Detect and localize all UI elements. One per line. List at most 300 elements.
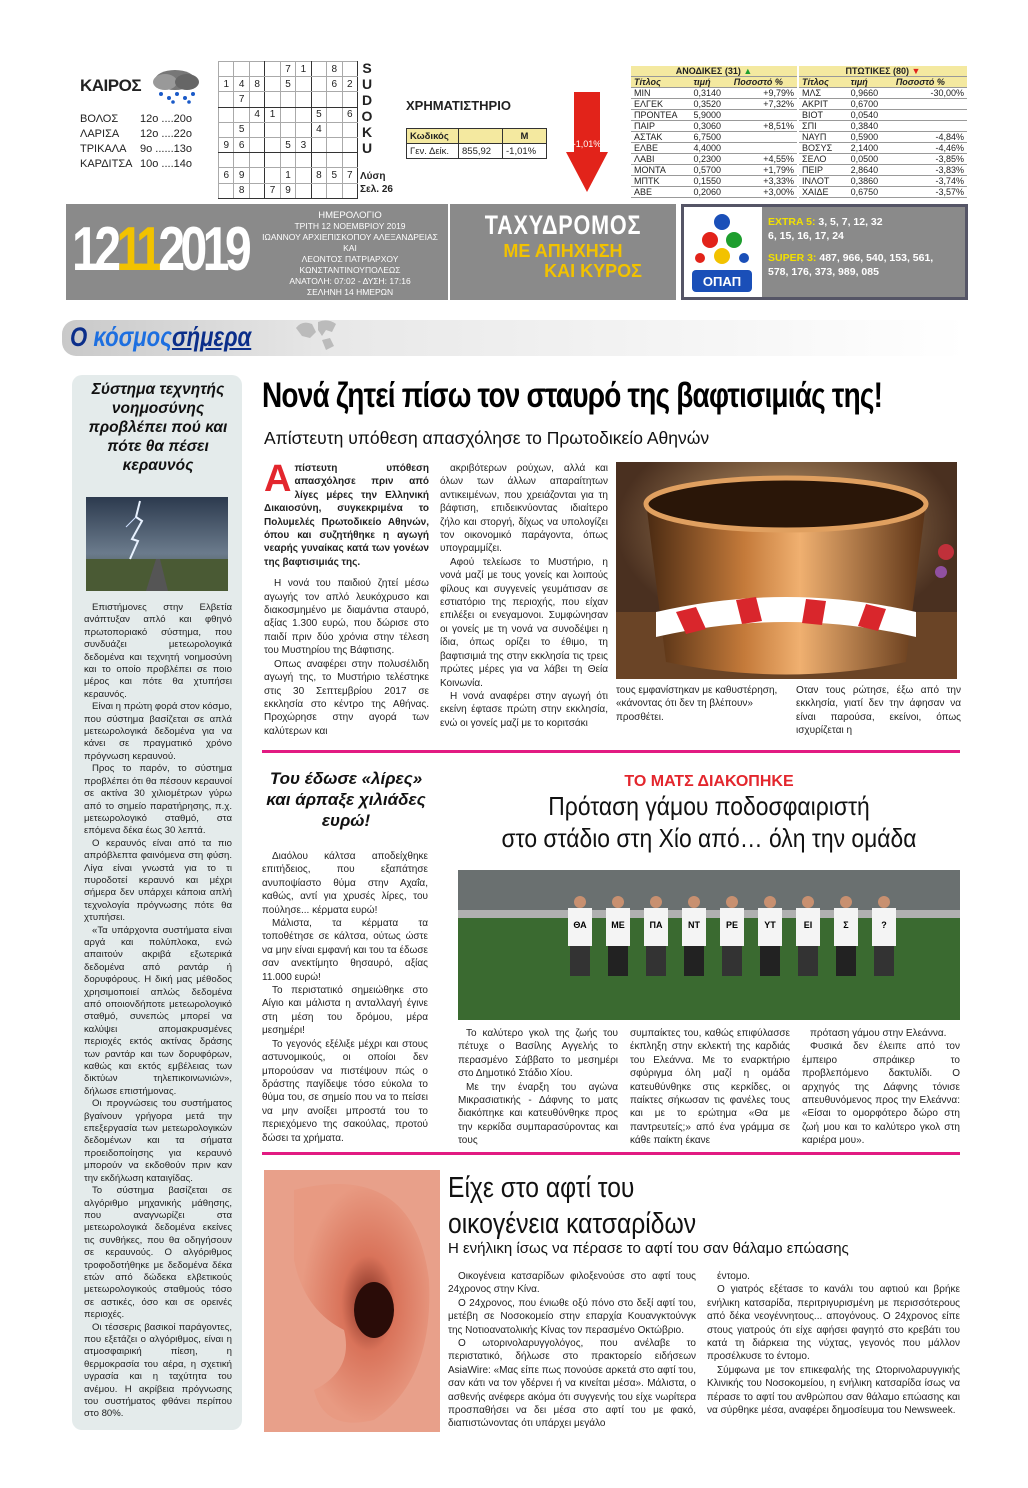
sudoku-cell bbox=[249, 153, 264, 168]
shirt-letters: Σ bbox=[843, 920, 849, 930]
shirt-letters: ΡΕ bbox=[725, 920, 739, 930]
rising-cell: ΑΣΤΑΚ bbox=[631, 132, 691, 143]
sudoku-cell bbox=[327, 107, 342, 122]
opap-numbers bbox=[762, 207, 965, 297]
falling-cell: 0,3860 bbox=[848, 176, 893, 187]
stock-index-change: -1,01% bbox=[503, 144, 547, 159]
sudoku-cell: 8 bbox=[234, 183, 249, 198]
sudoku-cell: 7 bbox=[280, 62, 295, 77]
sidebar-paragraph: «Τα υπάρχοντα συστήματα είναι αργά και πολύπλοκα, ενώ απαιτούν ακριβά εξωτερικά δεδομένα από ραντάρ ή δορυφόρους. Η δική μας μέθοδος χρησιμοποιεί απλώς δεδομένα από οποιονδήποτε μετεωρολογικό σταθμό, συνεπώς μπορεί να καλύψει απομακρυσμένες περιοχές εκτός ακτίνας δράσης των ραντάρ και των δορυφόρων, καθώς και εκτός εμβέλειας των δικτύων τηλεπικοινωνιών», δήλωσε επιστήμονας. bbox=[84, 924, 232, 1097]
sudoku-cell bbox=[234, 153, 249, 168]
rising-cell bbox=[731, 143, 797, 154]
sudoku-cell bbox=[219, 153, 234, 168]
section-title-kosmos: κόσμος bbox=[93, 322, 172, 352]
tax-slogan-line1: ΜΕ ΑΠΗΧΗΣΗ bbox=[503, 241, 623, 261]
article4-paragraph: Ο ωτορινολαρυγγολόγος, που ανέλαβε το περιστατικό, δήλωσε στο πρακτορείο ειδήσεων AsiaWire: «Μας είπε πως πονούσε αρκετά στο αφτί του, σαν κάτι να τον γδέρνει ή να κινείται μέσα». Μάλιστα, ο ασθενής ανέφερε ακόμα ότι συγγενής του είχε νωρίτερα προσπαθήσει να δει μέσα στο αφτί του με φακό, διαπιστώνοντας ότι υπάρχει μεγάλο bbox=[448, 1338, 696, 1430]
weather-row bbox=[80, 157, 220, 172]
world-map-icon bbox=[292, 314, 344, 354]
sudoku-cell bbox=[265, 122, 280, 137]
sudoku-solution-page: Σελ. 26 bbox=[360, 184, 393, 195]
shirt-letters: ΝΤ bbox=[688, 920, 700, 930]
sudoku-cell bbox=[280, 92, 295, 107]
calendar-line: ΑΝΑΤΟΛΗ: 07:02 - ΔΥΣΗ: 17:16 bbox=[289, 276, 411, 286]
main-column-4 bbox=[796, 684, 961, 738]
article3-paragraph: Με την έναρξη του αγώνα Μικρασιατικής - Δάφνης το ματς διακόπηκε και κατευθύνθηκε προς την κερκίδα συμπαρασύροντας και τους bbox=[458, 1081, 618, 1147]
sudoku-cell bbox=[249, 183, 264, 198]
rising-stock-row bbox=[631, 187, 797, 198]
shirt-letters: ? bbox=[881, 920, 887, 930]
player bbox=[872, 896, 896, 976]
article2-paragraph: Το γεγονός εξέλιξε μέχρι και στους αστυνομικούς, οι οποίοι δεν μπορούσαν να πιστέψουν πώς ο δράστης παγίδεψε τόσο εύκολα το θύμα του, σε σημείο που να το πείσει να μην ανοίξει μπροστά του το περιεχόμενο της σακούλας, προτού δώσει τα χρήματα. bbox=[262, 1038, 428, 1144]
sudoku-cell bbox=[296, 153, 311, 168]
falling-stock-row bbox=[799, 99, 967, 110]
sudoku-cell bbox=[296, 77, 311, 92]
rising-cell bbox=[731, 132, 797, 143]
sudoku-cell: 7 bbox=[342, 168, 358, 183]
shirt-letters: ΥΤ bbox=[764, 920, 776, 930]
stock-index-value: 855,92 bbox=[459, 144, 503, 159]
stock-header-m: Μ bbox=[503, 129, 547, 144]
falling-cell: ΣΠΙ bbox=[799, 121, 848, 132]
main-column-3 bbox=[616, 684, 784, 724]
sudoku-cell: 6 bbox=[342, 107, 358, 122]
stock-header-code: Κωδικός bbox=[407, 129, 459, 144]
rising-cell: 5,9000 bbox=[691, 110, 731, 121]
article4-paragraph: Ο 24χρονος, που ένιωθε οξύ πόνο στο δεξί αφτί του, μετέβη σε Νοσοκομείο στην επαρχία Κουανγκτούνγκ της Νοτιοανατολικής Κίνας τον περασμένο Οκτώβριο. bbox=[448, 1297, 696, 1336]
sidebar-paragraph: Το σύστημα βασίζεται σε αλγόριθμο μηχανικής μάθησης, που αναγνωρίζει στα μετεωρολογικά δεδομένα εκείνες τις συνθήκες, που θα οδηγήσουν σε κεραυνούς. Ο αλγόριθμος τροφοδοτήθηκε με δεδομένα δέκα ετών από δώδεκα ελβετικούς μετεωρολογικούς σταθμούς τόσο σε αστικές, όσο και σε ορεινές περιοχές. bbox=[84, 1185, 232, 1321]
extra5-numbers-2: 6, 15, 16, 17, 24 bbox=[768, 230, 844, 242]
sudoku-cell: 8 bbox=[249, 77, 264, 92]
main-lead: πίστευτη υπόθεση απασχόλησε πριν από λίγες μέρες την Ελληνική Δικαιοσύνη, συγκεκριμένα το Πολυμελές Πρωτοδικείο Αθηνών, όπου και συζητήθηκε η αγωγή νεαρής γυναίκας κατά των γονέων της βαφτισιμιάς της. bbox=[264, 463, 429, 568]
falling-cell: 0,6700 bbox=[848, 99, 893, 110]
calendar-line: ΣΕΛΗΝΗ 14 ΗΜΕΡΩΝ bbox=[306, 287, 394, 297]
rising-cell: ΜΙΝ bbox=[631, 88, 691, 99]
stock-header-blank bbox=[459, 129, 503, 144]
sudoku-cell: 2 bbox=[342, 77, 358, 92]
sudoku-cell: 7 bbox=[234, 92, 249, 107]
sudoku-cell: 7 bbox=[265, 183, 280, 198]
player bbox=[720, 896, 744, 976]
article3-title bbox=[488, 790, 930, 854]
sudoku-letter: S bbox=[362, 60, 372, 76]
sudoku-letter: O bbox=[361, 108, 373, 124]
sudoku-cell bbox=[311, 137, 326, 152]
article2-title: Του έδωσε «λίρες» και άρπαξε χιλιάδες ευρώ! bbox=[266, 769, 426, 830]
weather-temp: 9ο ......13ο bbox=[140, 143, 192, 155]
weather-temp: 12ο ....22ο bbox=[140, 128, 192, 140]
sudoku-cell: 5 bbox=[311, 107, 326, 122]
article3-paragraph: πρόταση γάμου στην Ελεάννα. bbox=[810, 1028, 947, 1039]
sudoku-cell bbox=[249, 92, 264, 107]
extra5-numbers: 3, 5, 7, 12, 32 bbox=[818, 216, 883, 228]
falling-cell: ΜΛΣ bbox=[799, 88, 848, 99]
player bbox=[834, 896, 858, 976]
stock-arrow-value: -1,01% bbox=[572, 139, 602, 149]
article4-column-2 bbox=[707, 1270, 960, 1417]
rising-cell: +1,79% bbox=[731, 165, 797, 176]
falling-cell: -4,84% bbox=[893, 132, 967, 143]
sidebar-paragraph: Ο κεραυνός είναι από τα πιο απρόβλεπτα φαινόμενα στη φύση. Λίγα είναι γνωστά για το τι πυροδοτεί κεραυνό και μέχρι σήμερα δεν υπάρχει κάποια απλή τεχνολογία πρόγνωσης πότε θα χτυπήσει. bbox=[84, 837, 232, 924]
main-paragraph: Η νονά αναφέρει στην αγωγή ότι εκείνη έφτασε πρώτη στην εκκλησία, ενώ οι γονείς μαζί με το κοριτσάκι bbox=[440, 690, 608, 729]
falling-cell: 2,8640 bbox=[848, 165, 893, 176]
article3-column-2 bbox=[630, 1027, 790, 1148]
weather-row bbox=[80, 112, 220, 127]
sudoku-cell: 9 bbox=[280, 183, 295, 198]
calendar-line: ΤΡΙΤΗ 12 ΝΟΕΜΒΡΙΟΥ 2019 bbox=[294, 221, 406, 231]
rising-title: ΑΝΟΔΙΚΕΣ (31) bbox=[675, 66, 741, 76]
main-paragraph: τους εμφανίστηκαν με καθυστέρηση, «κάνοντας ότι δεν τη βλέπουν» προσθέτει. bbox=[616, 685, 778, 723]
opap-logo-icon bbox=[688, 210, 756, 296]
article3-paragraph: Φυσικά δεν έλειπε από τον έμπειρο σπράικερ το προβλεπόμενο δακτυλίδι. Ο αρχηγός της Δάφνης τόνισε απευθυνόμενος προς την Ελεάννα: «Είσαι το ομορφότερο δώρο στη ζωή μου και το καλύτερο γκολ στη καριέρα μου». bbox=[802, 1041, 960, 1147]
sudoku-cell bbox=[342, 153, 358, 168]
sudoku-cell bbox=[249, 122, 264, 137]
falling-cell: ΙΝΛΟΤ bbox=[799, 176, 848, 187]
sudoku-solution-note bbox=[360, 170, 393, 196]
sudoku-cell bbox=[234, 62, 249, 77]
falling-cell: 0,0540 bbox=[848, 110, 893, 121]
football-team-image bbox=[458, 870, 960, 1020]
rising-cell: ΜΟΝΤΑ bbox=[631, 165, 691, 176]
article3-column-1 bbox=[458, 1027, 618, 1148]
falling-stock-row bbox=[799, 132, 967, 143]
sidebar-paragraph: Οι τέσσερις βασικοί παράγοντες, που εξετάζει ο αλγόριθμος, είναι η ατμοσφαιρική πίεση, η θερμοκρασία του αέρα, η σχετική υγρασία και η ταχύτητα του ανέμου. Η ακρίβεια πρόγνωσης του συστήματος φθάνει περίπου στο 80%. bbox=[84, 1321, 232, 1420]
falling-stock-row bbox=[799, 143, 967, 154]
shirt-letters: ΘΑ bbox=[573, 920, 587, 930]
sudoku-cell bbox=[219, 62, 234, 77]
section-title-o: Ο bbox=[70, 322, 94, 352]
rising-cell: +8,51% bbox=[731, 121, 797, 132]
rising-col-price: τιμή bbox=[691, 77, 731, 88]
sudoku-cell: 5 bbox=[280, 137, 295, 152]
sudoku-cell bbox=[296, 92, 311, 107]
falling-cell: -3,74% bbox=[893, 176, 967, 187]
sudoku-cell: 8 bbox=[327, 62, 342, 77]
falling-cell: 2,1400 bbox=[848, 143, 893, 154]
sidebar-title: Σύστημα τεχνητής νοημοσύνης προβλέπει πού και πότε θα πέσει κεραυνός bbox=[88, 381, 228, 474]
falling-cell: 0,9660 bbox=[848, 88, 893, 99]
rising-cell: +3,33% bbox=[731, 176, 797, 187]
article3-title-line1: Πρόταση γάμου ποδοσφαιριστή bbox=[548, 791, 870, 821]
falling-stocks-table bbox=[799, 66, 967, 198]
rising-stock-row bbox=[631, 154, 797, 165]
rising-cell: 0,3140 bbox=[691, 88, 731, 99]
main-column-1 bbox=[264, 458, 429, 738]
article2-text bbox=[262, 850, 428, 1145]
sudoku-cell bbox=[296, 168, 311, 183]
rain-cloud-icon bbox=[145, 68, 205, 104]
up-arrow-icon: ▲ bbox=[743, 66, 753, 76]
sudoku-cell bbox=[327, 137, 342, 152]
rising-stock-row bbox=[631, 176, 797, 187]
rising-cell: ΠΑΙΡ bbox=[631, 121, 691, 132]
main-paragraph: Αφού τελείωσε το Μυστήριο, η νονά μαζί με τους γονείς και λοιπούς φίλους και συγγενείς γευμάτισαν σε εστιατόριο της περιοχής, που είχαν επιλέξει οι ενεγαμονοι. Συμφώνησαν οι γονείς με τη νονά να συνοδέψει η ίδια, όπως ορίζει το έθιμο, τη βαφτισιμιά της στην εκκλησία τις τρεις πρώτες μέρες για να λάβει τη Θεία Κοινωνία. bbox=[440, 556, 608, 689]
player bbox=[758, 896, 782, 976]
sudoku-cell bbox=[265, 168, 280, 183]
sudoku-cell: 4 bbox=[311, 122, 326, 137]
weather-city: ΛΑΡΙΣΑ bbox=[80, 128, 120, 140]
sudoku-cell: 1 bbox=[219, 77, 234, 92]
rising-stock-row bbox=[631, 99, 797, 110]
sudoku-cell bbox=[327, 122, 342, 137]
falling-cell: ΧΑΙΔΕ bbox=[799, 187, 848, 198]
divider bbox=[262, 750, 960, 753]
article3-kicker: ΤΟ ΜΑΤΣ ΔΙΑΚΟΠΗΚΕ bbox=[624, 773, 794, 790]
main-paragraph: Οπως αναφέρει στην πολυσέλιδη αγωγή της, το Μυστήριο τελέστηκε στις 30 Σεπτεμβρίου 2017 σε εκκλησία στο κέντρο της Αθήνας. Προχώρησε στην αγορά των καλύτερων και bbox=[264, 658, 429, 737]
rising-stock-row bbox=[631, 121, 797, 132]
sudoku-solution-label: Λύση bbox=[360, 171, 386, 182]
sudoku-cell bbox=[280, 107, 295, 122]
main-headline: Νονά ζητεί πίσω τον σταυρό της βαφτισιμιάς της! bbox=[262, 376, 883, 415]
calendar-line: ΛΕΟΝΤΟΣ ΠΑΤΡΙΑΡΧΟΥ ΚΩΝΣΤΑΝΤΙΝΟΥΠΟΛΕΩΣ bbox=[299, 254, 401, 275]
rising-stock-row bbox=[631, 132, 797, 143]
rising-cell: +3,00% bbox=[731, 187, 797, 198]
sudoku-cell bbox=[219, 122, 234, 137]
player bbox=[796, 896, 820, 976]
stock-index-name: Γεν. Δείκ. bbox=[407, 144, 459, 159]
falling-cell bbox=[893, 110, 967, 121]
sudoku-cell: 9 bbox=[234, 168, 249, 183]
issue-date bbox=[72, 208, 247, 292]
falling-stock-row bbox=[799, 121, 967, 132]
falling-cell: 0,0500 bbox=[848, 154, 893, 165]
sudoku-cell bbox=[311, 92, 326, 107]
rising-cell: +4,55% bbox=[731, 154, 797, 165]
article3-column-3 bbox=[802, 1027, 960, 1148]
sidebar-paragraph: Οι προγνώσεις του συστήματος βγαίνουν γρήγορα μετά την επεξεργασία των μετεωρολογικών δεδομένων και τα σήματα προειδοποίησης για κεραυνό μπορούν να εκδοθούν πριν καν την εκδήλωση καταιγίδας. bbox=[84, 1098, 232, 1184]
extra5-label: EXTRA 5: bbox=[768, 216, 816, 228]
rising-cell: ΜΠΤΚ bbox=[631, 176, 691, 187]
sudoku-cell bbox=[265, 77, 280, 92]
shirt-letters: ΕΙ bbox=[803, 920, 813, 930]
rising-cell: 4,4000 bbox=[691, 143, 731, 154]
falling-stock-row bbox=[799, 176, 967, 187]
sudoku-cell bbox=[327, 183, 342, 198]
falling-col-title: Τίτλος bbox=[799, 77, 848, 88]
sudoku-cell bbox=[327, 92, 342, 107]
falling-cell: -3,57% bbox=[893, 187, 967, 198]
falling-col-pct: Ποσοστό % bbox=[893, 77, 967, 88]
player bbox=[606, 896, 630, 976]
falling-cell: 0,3840 bbox=[848, 121, 893, 132]
sudoku-cell: 3 bbox=[296, 137, 311, 152]
main-column-2 bbox=[440, 462, 608, 730]
sudoku-letter: D bbox=[361, 92, 373, 108]
sudoku-cell: 4 bbox=[249, 107, 264, 122]
tax-slogan-line2: ΚΑΙ ΚΥΡΟΣ bbox=[544, 261, 642, 281]
calendar-title: ΗΜΕΡΟΛΟΓΙΟ bbox=[318, 210, 382, 221]
sudoku-cell bbox=[311, 153, 326, 168]
lightning-storm-image bbox=[86, 497, 228, 591]
falling-stock-row bbox=[799, 187, 967, 198]
article4-paragraph: έντομο. bbox=[717, 1271, 750, 1282]
falling-cell: ΝΑΥΠ bbox=[799, 132, 848, 143]
article4-paragraph: Οικογένεια κατσαρίδων φιλοξενούσε στο αφτί τους 24χρονος στην Κίνα. bbox=[448, 1271, 696, 1296]
article4-subtitle: Η ενήλικη ίσως να πέρασε το αφτί του σαν θάλαμο επώασης bbox=[448, 1240, 849, 1257]
sidebar-paragraph: Είναι η πρώτη φορά στον κόσμο, που σύστημα βασίζεται σε απλά μετεωρολογικά δεδομένα για να κάνει σε πραγματικό χρόνο πρόγνωση κεραυνού. bbox=[84, 701, 232, 762]
rising-cell: 0,5700 bbox=[691, 165, 731, 176]
sudoku-cell bbox=[342, 62, 358, 77]
sudoku-cell bbox=[296, 183, 311, 198]
falling-stock-row bbox=[799, 110, 967, 121]
sudoku-label bbox=[360, 60, 374, 156]
sudoku-cell bbox=[234, 107, 249, 122]
weather-city: ΚΑΡΔΙΤΣΑ bbox=[80, 158, 133, 170]
rising-col-title: Τίτλος bbox=[631, 77, 691, 88]
weather-title: ΚΑΙΡΟΣ bbox=[80, 76, 142, 95]
falling-cell: ΒΟΣΥΣ bbox=[799, 143, 848, 154]
rising-cell: +7,32% bbox=[731, 99, 797, 110]
falling-cell: 0,5900 bbox=[848, 132, 893, 143]
sudoku-cell: 8 bbox=[311, 168, 326, 183]
article4-title-line1: Είχε στο αφτί του bbox=[448, 1172, 635, 1204]
sudoku-cell bbox=[249, 168, 264, 183]
sidebar-paragraph: Επιστήμονες στην Ελβετία ανάπτυξαν απλό και φθηνό πρωτοποριακό σύστημα, που συνδυάζει μετεωρολογικά δεδομένα και τεχνητή νοημοσύνη και το οποίο προβλέπει σε ποιο μέρος και πότε θα χτυπήσει κεραυνός. bbox=[84, 602, 232, 700]
tax-slogan bbox=[450, 204, 676, 300]
sidebar-text bbox=[84, 602, 232, 1421]
rising-cell: 0,2300 bbox=[691, 154, 731, 165]
section-title-simera: σήμερα bbox=[171, 322, 252, 352]
calendar-line: ΙΩΑΝΝΟΥ ΑΡΧΙΕΠΙΣΚΟΠΟΥ ΑΛΕΞΑΝΔΡΕΙΑΣ ΚΑΙ bbox=[262, 232, 438, 253]
weather-temp: 12ο ....20ο bbox=[140, 113, 192, 125]
falling-cell: 0,6750 bbox=[848, 187, 893, 198]
sudoku-cell: 6 bbox=[219, 168, 234, 183]
rising-cell: ΑΒΕ bbox=[631, 187, 691, 198]
date-day: 12 bbox=[72, 215, 117, 284]
main-subheadline: Απίστευτη υπόθεση απασχόλησε το Πρωτοδικείο Αθηνών bbox=[264, 428, 710, 448]
sudoku-cell bbox=[280, 153, 295, 168]
sidebar-paragraph: Προς το παρόν, το σύστημα προβλέπει ότι θα πέσουν κεραυνοί σε ακτίνα 30 χιλιομέτρων γύρω από το σημείο παρατήρησης, π.χ. μετεωρολογικό σταθμό, στα επόμενα δέκα έως 30 λεπτά. bbox=[84, 763, 232, 837]
sudoku-cell bbox=[249, 137, 264, 152]
super3-numbers-2: 578, 176, 373, 989, 085 bbox=[768, 266, 879, 278]
rising-cell: ΕΛΓΕΚ bbox=[631, 99, 691, 110]
article2-paragraph: Μάλιστα, τα κέρματα τα τοποθέτησε σε κάλτσα, ούτως ώστε να μην είναι εμφανή και του τα έδωσε σαν ανεκτίμητο θησαυρό, αξίας 11.000 ευρώ! bbox=[262, 918, 428, 983]
rising-cell: 0,1550 bbox=[691, 176, 731, 187]
sudoku-cell bbox=[342, 122, 358, 137]
human-ear-image bbox=[264, 1170, 440, 1432]
player bbox=[568, 896, 592, 976]
rising-cell bbox=[731, 110, 797, 121]
sudoku-cell: 1 bbox=[280, 168, 295, 183]
rising-cell: +9,79% bbox=[731, 88, 797, 99]
sudoku-cell bbox=[219, 107, 234, 122]
article4-paragraph: Ο γιατρός εξέτασε το κανάλι του αφτιού και βρήκε ενήλικη κατσαρίδα, περιτριγυρισμένη με περισσότερους από δέκα νεογέννητους... απογόνους. Ο 24χρονος είπε στους γιατρούς ότι είχε αφήσει φαγητό στο κρεβάτι του κατά τη διάρκεια της νύχτας, γεγονός που μάλλον προσέλκυσε το έντομο. bbox=[707, 1284, 960, 1363]
stock-title: ΧΡΗΜΑΤΙΣΤΗΡΙΟ bbox=[406, 98, 511, 113]
article2-paragraph: Το περιστατικό σημειώθηκε στο Αίγιο και μάλιστα η ανταλλαγή έγινε στη μέση του δρόμου, μέρα μεσημέρι! bbox=[262, 985, 428, 1037]
falling-stock-row bbox=[799, 165, 967, 176]
super3-numbers: 487, 966, 540, 153, 561, bbox=[819, 252, 934, 264]
sudoku-cell: 5 bbox=[234, 122, 249, 137]
sudoku-cell bbox=[265, 137, 280, 152]
falling-cell: -30,00% bbox=[893, 88, 967, 99]
sudoku-cell bbox=[311, 77, 326, 92]
sudoku-cell bbox=[265, 153, 280, 168]
sudoku-cell bbox=[311, 62, 326, 77]
shirt-letters: ΠΑ bbox=[649, 920, 663, 930]
falling-cell bbox=[893, 99, 967, 110]
weather-row bbox=[80, 142, 220, 157]
article3-title-line2: στο στάδιο στη Χίο από… όλη την ομάδα bbox=[501, 823, 917, 853]
section-title bbox=[70, 322, 251, 353]
main-paragraph: ακριβότερων ρούχων, αλλά και όλων των άλλων απαραίτητων αντικειμένων, που χρειάζονται για τη βάφτιση, επιδεικνύοντας ιδιαίτερο ζήλο και στοργή, δίχως να υπολογίζει τον οικονομικό παράγοντα, όπως υπογραμμίζει. bbox=[440, 463, 608, 555]
sudoku-cell bbox=[280, 122, 295, 137]
falling-cell: ΠΕΙΡ bbox=[799, 165, 848, 176]
falling-cell: -3,83% bbox=[893, 165, 967, 176]
sudoku-letter: U bbox=[361, 76, 373, 92]
falling-cell: -3,85% bbox=[893, 154, 967, 165]
rising-stock-row bbox=[631, 88, 797, 99]
stock-index-table bbox=[406, 128, 547, 159]
rising-cell: ΛΑΒΙ bbox=[631, 154, 691, 165]
falling-stock-row bbox=[799, 88, 967, 99]
sudoku-cell bbox=[342, 183, 358, 198]
falling-col-price: τιμή bbox=[848, 77, 893, 88]
sudoku-cell bbox=[296, 122, 311, 137]
sudoku-cell bbox=[327, 153, 342, 168]
shirt-letters: ΜΕ bbox=[611, 920, 625, 930]
falling-cell: ΣΕΛΟ bbox=[799, 154, 848, 165]
opap-logo-text: ΟΠΑΠ bbox=[702, 274, 742, 289]
article3-paragraph: συμπαίκτες του, καθώς επιφύλασσε έκπληξη στην εκλεκτή της καρδιάς του Ελεάννα. Με το εναρκτήριο σφύριγμα όλη μαζί η ομάδα κατευθύνθηκε στις κερκίδες, οι παίκτες σήκωσαν τις φανέλες τους και με το ερώτημα «Θα με παντρευτείς;» από ένα γράμμα σε κάθε παίκτη έκανε bbox=[630, 1028, 790, 1147]
sudoku-cell bbox=[219, 92, 234, 107]
sudoku-cell bbox=[296, 107, 311, 122]
player bbox=[682, 896, 706, 976]
sudoku-letter: K bbox=[361, 124, 373, 140]
tax-slogan-title: ΤΑΧΥΔΡΟΜΟΣ bbox=[484, 210, 642, 240]
sudoku-cell bbox=[249, 62, 264, 77]
article4-column-1 bbox=[448, 1270, 696, 1431]
calendar-info bbox=[255, 210, 445, 298]
rising-cell: 0,3520 bbox=[691, 99, 731, 110]
sudoku-cell bbox=[342, 92, 358, 107]
falling-cell: ΑΚΡΙΤ bbox=[799, 99, 848, 110]
drop-cap: Α bbox=[264, 458, 292, 500]
falling-cell: ΒΙΟΤ bbox=[799, 110, 848, 121]
player bbox=[644, 896, 668, 976]
sudoku-cell: 5 bbox=[280, 77, 295, 92]
divider bbox=[262, 1152, 960, 1155]
sudoku-grid bbox=[218, 61, 358, 199]
falling-stock-row bbox=[799, 154, 967, 165]
sudoku-cell bbox=[265, 92, 280, 107]
down-arrow-icon bbox=[566, 92, 608, 192]
sudoku-cell: 5 bbox=[327, 168, 342, 183]
down-arrow-small-icon: ▼ bbox=[911, 66, 921, 76]
rising-stock-row bbox=[631, 110, 797, 121]
rising-cell: 0,2060 bbox=[691, 187, 731, 198]
rising-cell: ΠΡΟΝΤΕΑ bbox=[631, 110, 691, 121]
rising-stock-row bbox=[631, 143, 797, 154]
article3-paragraph: Το καλύτερο γκολ της ζωής του πέτυχε ο Βασίλης Αγγελής το περασμένο Σάββατο το μεσημέρι στο Δημοτικό Στάδιο Χίου. bbox=[458, 1028, 618, 1080]
article4-title-line2: οικογένεια κατσαρίδων bbox=[448, 1208, 697, 1240]
article4-paragraph: Σύμφωνα με τον επικεφαλής της Ωτορινολαρυγγικής Κλινικής του Νοσοκομείου, η ενήλικη κατσαρίδα ίσως να πέρασε το αφτί του ανθρώπου σαν θάλαμο επώασης και να σύρθηκε μέσα, αναφέρει δημοσίευμα του Newsweek. bbox=[707, 1364, 960, 1417]
sudoku-cell: 1 bbox=[296, 62, 311, 77]
rising-cell: 0,3060 bbox=[691, 121, 731, 132]
sudoku-cell bbox=[311, 183, 326, 198]
falling-cell: -4,46% bbox=[893, 143, 967, 154]
falling-title: ΠΤΩΤΙΚΕΣ (80) bbox=[845, 66, 910, 76]
sudoku-cell: 1 bbox=[265, 107, 280, 122]
rising-cell: ΕΛΒΕ bbox=[631, 143, 691, 154]
main-paragraph: Οταν τους ρώτησε, έξω από την εκκλησία, γιατί δεν την άφησαν να είναι παρούσα, εκείνοι, όπως ισχυρίζεται η bbox=[796, 685, 961, 737]
sudoku-cell: 4 bbox=[234, 77, 249, 92]
weather-temp: 10ο ....14ο bbox=[140, 158, 192, 170]
article4-title bbox=[448, 1170, 696, 1242]
date-month: 11 bbox=[116, 215, 159, 284]
weather-city: ΒΟΛΟΣ bbox=[80, 113, 119, 125]
sudoku-cell: 6 bbox=[327, 77, 342, 92]
date-year: 2019 bbox=[158, 215, 248, 284]
falling-cell bbox=[893, 121, 967, 132]
